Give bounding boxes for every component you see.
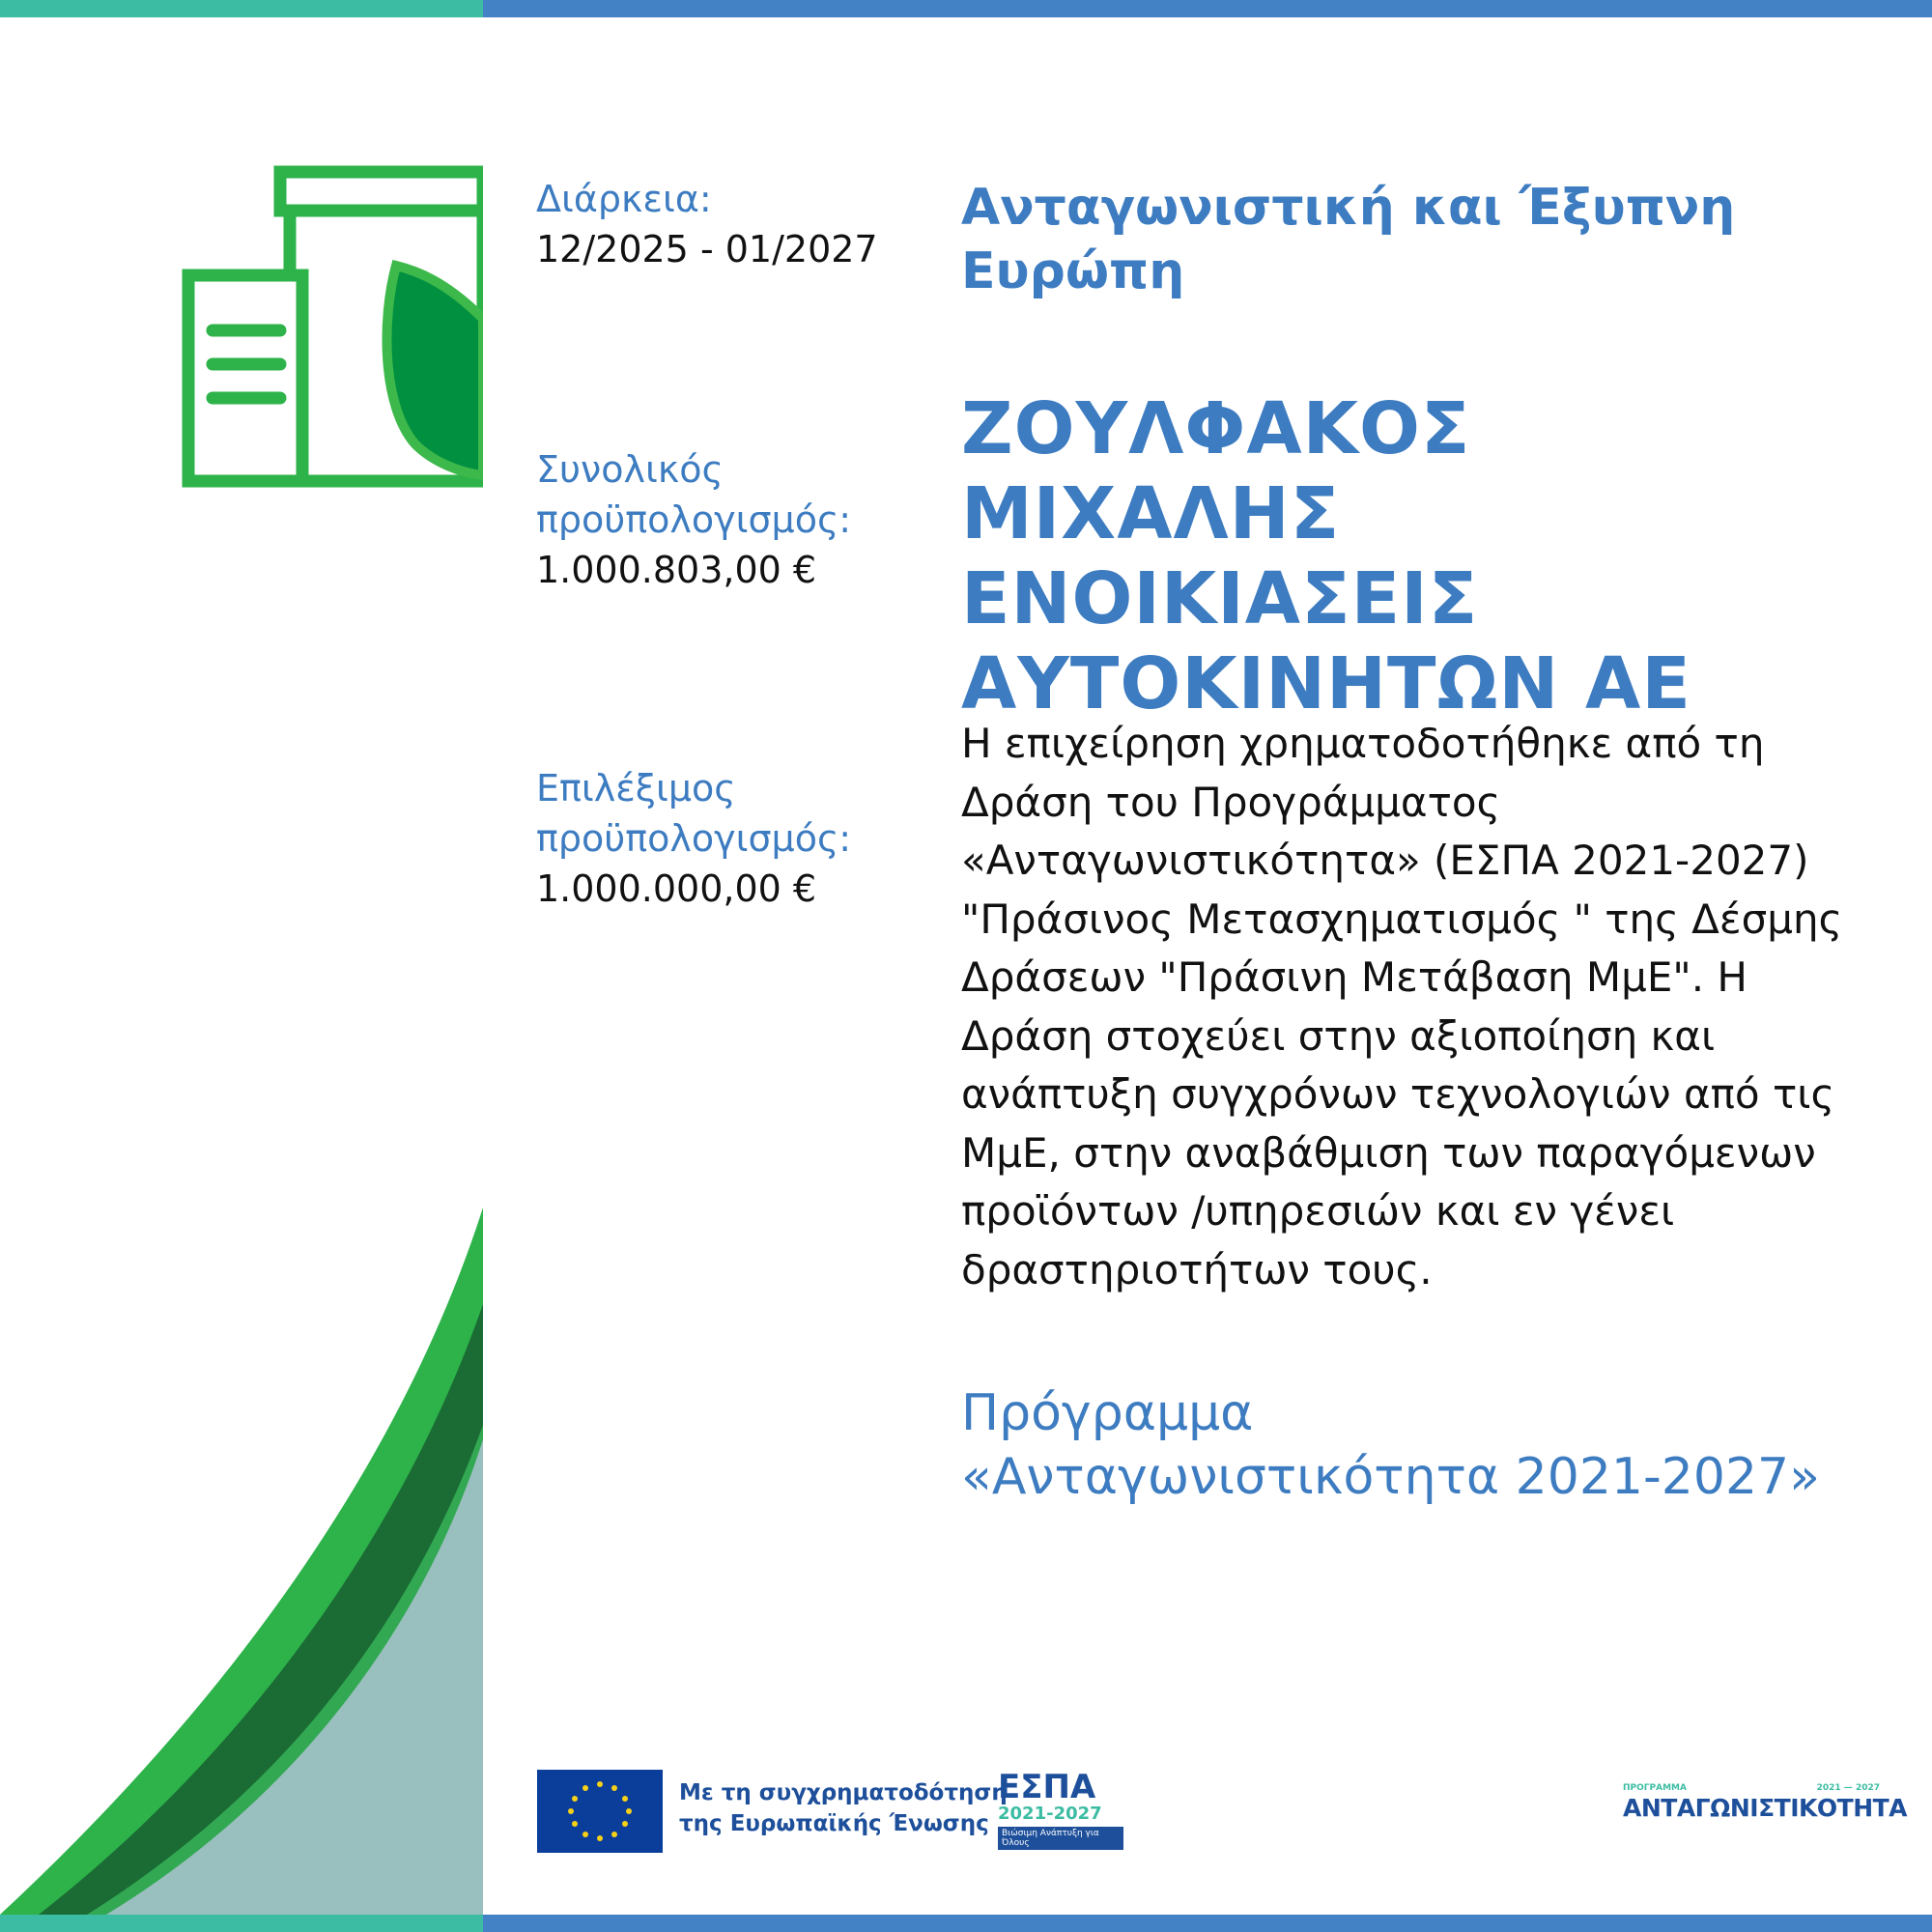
objective-line-2: Ευρώπη <box>961 242 1185 300</box>
eu-cofunding-text <box>679 1777 1008 1839</box>
objective-line-1: Ανταγωνιστική και Έξυπνη <box>961 179 1736 237</box>
duration-value: 12/2025 - 01/2027 <box>536 228 878 270</box>
eu-flag-icon <box>537 1770 663 1853</box>
document-leaf-icon <box>174 155 483 502</box>
company-line-3: ΑΥΤΟΚΙΝΗΤΩΝ ΑΕ <box>961 642 1691 725</box>
antag-small-right: 2021 — 2027 <box>1816 1783 1880 1793</box>
top-bar-teal <box>0 0 483 17</box>
eligible-budget-label-2: προϋπολογισμός: <box>536 817 852 860</box>
eu-text-line-2: της Ευρωπαϊκής Ένωσης <box>679 1811 989 1836</box>
description: Η επιχείρηση χρηματοδοτήθηκε από τη Δράση του Προγράμματος «Ανταγωνιστικότητα» (ΕΣΠΑ 2021-2027) "Πράσινος Μετασχηματισμός " της Δέσμης Δράσεων "Πράσινη Μετάβαση ΜμΕ". Η Δράση στοχεύει στην αξιοποίηση και ανάπτυξη συγχρόνων τεχνολογιών από τις ΜμΕ, στην αναβάθμιση των παραγόμενων προϊόντων /υπηρεσιών και εν γένει δραστηριοτήτων τους. <box>961 720 1843 1293</box>
company-line-2: ΕΝΟΙΚΙΑΣΕΙΣ <box>961 557 1479 640</box>
eligible-budget-label-1: Επιλέξιμος <box>536 767 736 810</box>
company-line-1: ΖΟΥΛΦΑΚΟΣ ΜΙΧΑΛΗΣ <box>961 387 1471 555</box>
espa-logo <box>998 1770 1123 1851</box>
objective-title <box>961 176 1831 303</box>
decorative-curve <box>0 1208 483 1915</box>
duration-label: Διάρκεια: <box>536 178 712 220</box>
antagonistikotita-logo <box>1623 1783 1908 1824</box>
bottom-bar-teal <box>0 1915 483 1932</box>
company-name <box>961 386 1831 726</box>
total-budget-label-1: Συνολικός <box>536 448 724 491</box>
duration-block <box>536 174 878 274</box>
total-budget-block <box>536 444 851 595</box>
top-bar-blue <box>483 0 1932 17</box>
eligible-budget-block <box>536 763 851 914</box>
total-budget-label-2: προϋπολογισμός: <box>536 498 852 541</box>
total-budget-value: 1.000.803,00 € <box>536 549 817 591</box>
antag-big: ΑΝΤΑΓΩΝΙΣΤΙΚΟΤΗΤΑ <box>1623 1794 1908 1822</box>
eu-text-line-1: Με τη συγχρηματοδότηση <box>679 1780 1008 1805</box>
program-line-2: «Ανταγωνιστικότητα 2021-2027» <box>961 1448 1820 1506</box>
antag-small-left: ΠΡΟΓΡΑΜΜΑ <box>1623 1783 1687 1793</box>
antag-small-row <box>1623 1783 1880 1793</box>
bottom-bar-blue <box>483 1915 1932 1932</box>
espa-years: 2021-2027 <box>998 1804 1102 1824</box>
espa-tagline: Βιώσιμη Ανάπτυξη για Όλους <box>998 1827 1123 1850</box>
espa-title: ΕΣΠΑ <box>998 1768 1096 1806</box>
eligible-budget-value: 1.000.000,00 € <box>536 867 817 910</box>
program-title <box>961 1381 1879 1509</box>
leaf-icon <box>386 266 483 475</box>
program-line-1: Πρόγραμμα <box>961 1384 1254 1442</box>
